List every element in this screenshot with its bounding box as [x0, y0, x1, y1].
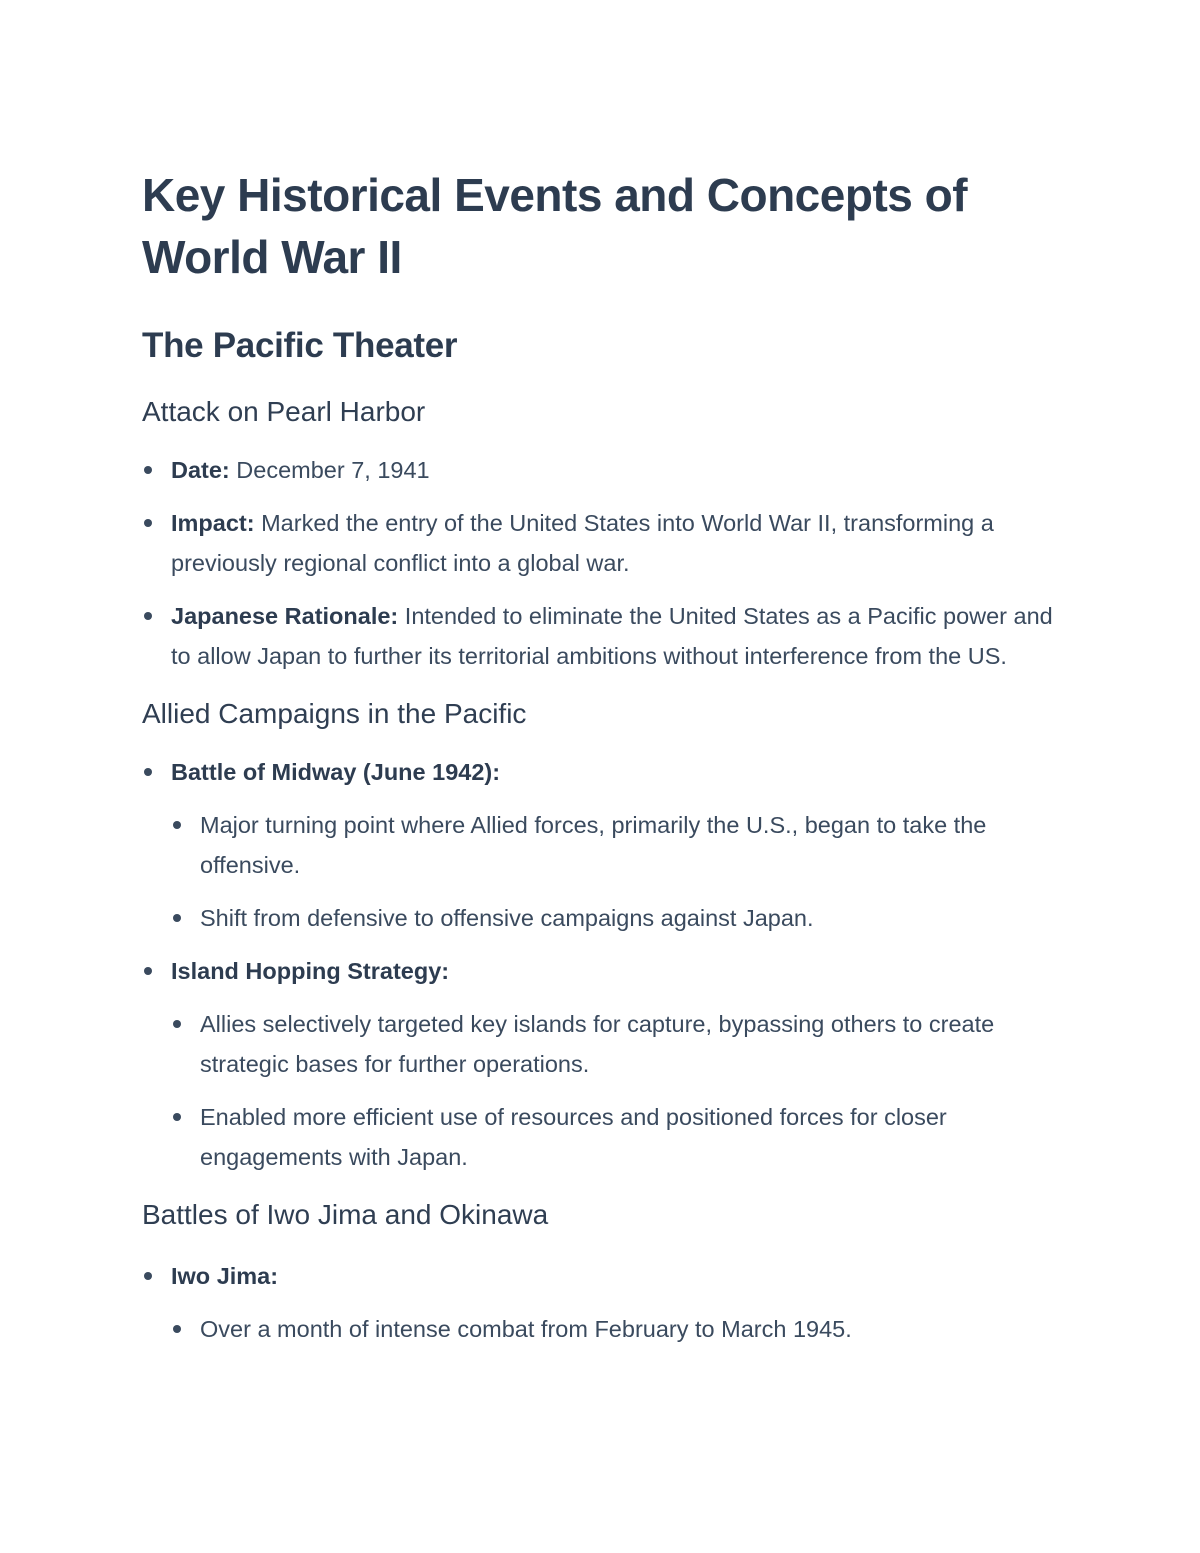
item-label: Battle of Midway (June 1942):: [171, 759, 501, 785]
list-item-japanese-rationale: [142, 596, 1062, 676]
subheading-iwo-jima-okinawa: Battles of Iwo Jima and Okinawa: [142, 1199, 549, 1230]
sublist-item: Enabled more efficient use of resources and positioned forces for closer engagements with Japan.: [171, 1097, 1062, 1177]
allied-campaigns-list: [142, 752, 1062, 1177]
item-label: Island Hopping Strategy:: [171, 958, 450, 984]
page-title: Key Historical Events and Concepts of World War II: [142, 169, 968, 283]
subheading-allied-campaigns: Allied Campaigns in the Pacific: [142, 698, 527, 729]
document-page: [142, 164, 1062, 1349]
item-label: Date:: [171, 457, 230, 483]
island-hopping-sublist: [171, 1004, 1062, 1177]
sublist-item: Shift from defensive to offensive campaigns against Japan.: [171, 898, 1062, 938]
list-item-iwo-jima: [142, 1256, 1062, 1349]
sublist-item: Major turning point where Allied forces, primarily the U.S., began to take the offensive.: [171, 805, 1062, 885]
sublist-item: Over a month of intense combat from February to March 1945.: [171, 1309, 1062, 1349]
subheading-pearl-harbor: Attack on Pearl Harbor: [142, 396, 426, 427]
item-label: Iwo Jima:: [171, 1263, 279, 1289]
list-item-impact: [142, 503, 1062, 583]
item-text: Marked the entry of the United States into World War II, transforming a previously regional conflict into a global war.: [171, 510, 994, 576]
item-text: Intended to eliminate the United States as a Pacific power and to allow Japan to further its territorial ambitions without interference from the US.: [171, 603, 1053, 669]
item-label: Impact:: [171, 510, 255, 536]
iwo-jima-sublist: [171, 1309, 1062, 1349]
sublist-item: Allies selectively targeted key islands for capture, bypassing others to create strategic bases for further operations.: [171, 1004, 1062, 1084]
list-item-battle-of-midway: [142, 752, 1062, 938]
item-text: December 7, 1941: [229, 457, 430, 483]
list-item-date: [142, 450, 1062, 490]
section-heading-pacific-theater: The Pacific Theater: [142, 326, 458, 365]
iwo-okinawa-list: [142, 1256, 1062, 1349]
pearl-harbor-list: [142, 450, 1062, 676]
list-item-island-hopping: [142, 951, 1062, 1177]
midway-sublist: [171, 805, 1062, 938]
item-label: Japanese Rationale:: [171, 603, 399, 629]
